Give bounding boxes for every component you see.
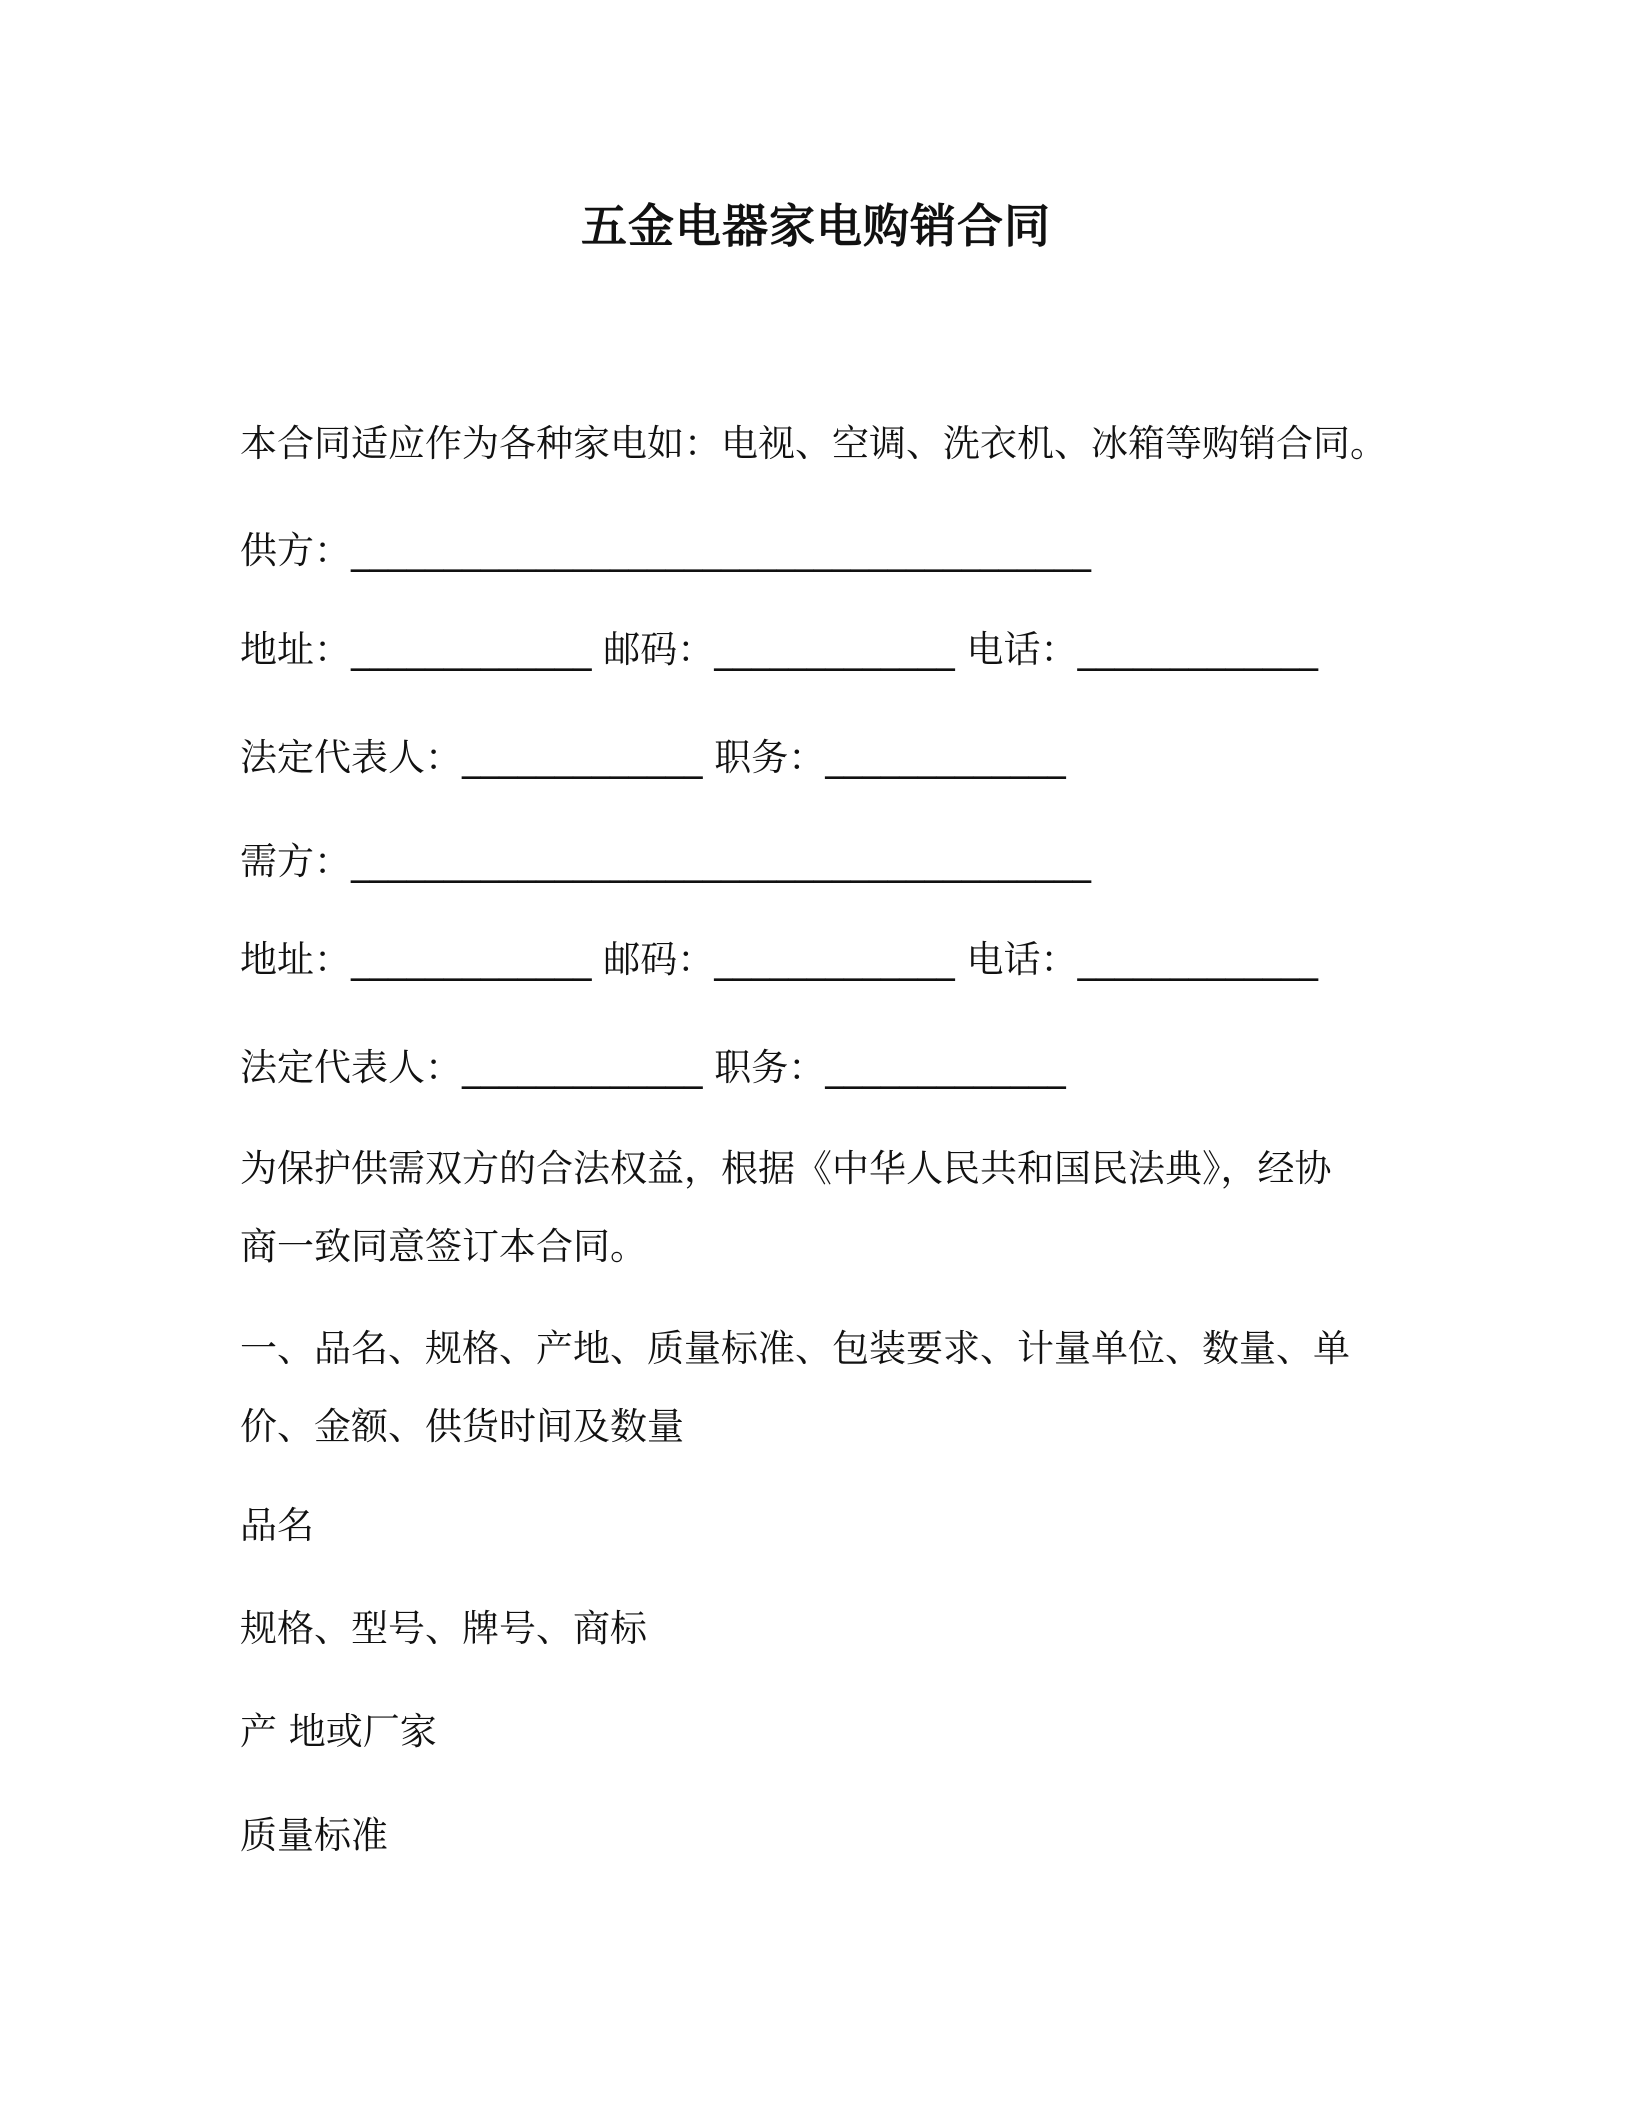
buyer-rep-line: 法定代表人：_____________ 职务：_____________: [240, 1046, 1066, 1089]
supplier-address-line: 地址：_____________ 邮码：_____________ 电话：_____________: [240, 628, 1319, 671]
section-1-heading: [240, 1310, 1390, 1466]
buyer-name-line: 需方：________________________________________: [240, 840, 1091, 883]
preamble-line-1: 为保护供需双方的合法权益，根据《中华人民共和国民法典》，经协: [240, 1147, 1332, 1190]
section-1-line-1: 一、品名、规格、产地、质量标准、包装要求、计量单位、数量、单: [240, 1327, 1350, 1370]
item-spec: 规格、型号、牌号、商标: [240, 1607, 647, 1650]
supplier-rep-line: 法定代表人：_____________ 职务：_____________: [240, 736, 1066, 779]
supplier-name-line: 供方：________________________________________: [240, 529, 1091, 572]
document-title: 五金电器家电购销合同: [581, 199, 1051, 253]
buyer-address-line: 地址：_____________ 邮码：_____________ 电话：_____________: [240, 938, 1319, 981]
item-origin: 产 地或厂家: [240, 1710, 437, 1753]
item-product-name: 品名: [240, 1504, 314, 1547]
preamble-line-2: 商一致同意签订本合同。: [240, 1225, 647, 1268]
section-1-line-2: 价、金额、供货时间及数量: [240, 1405, 684, 1448]
intro-text: 本合同适应作为各种家电如：电视、空调、洗衣机、冰箱等购销合同。: [240, 422, 1387, 465]
preamble-paragraph: [240, 1130, 1390, 1286]
item-quality: 质量标准: [240, 1814, 388, 1857]
